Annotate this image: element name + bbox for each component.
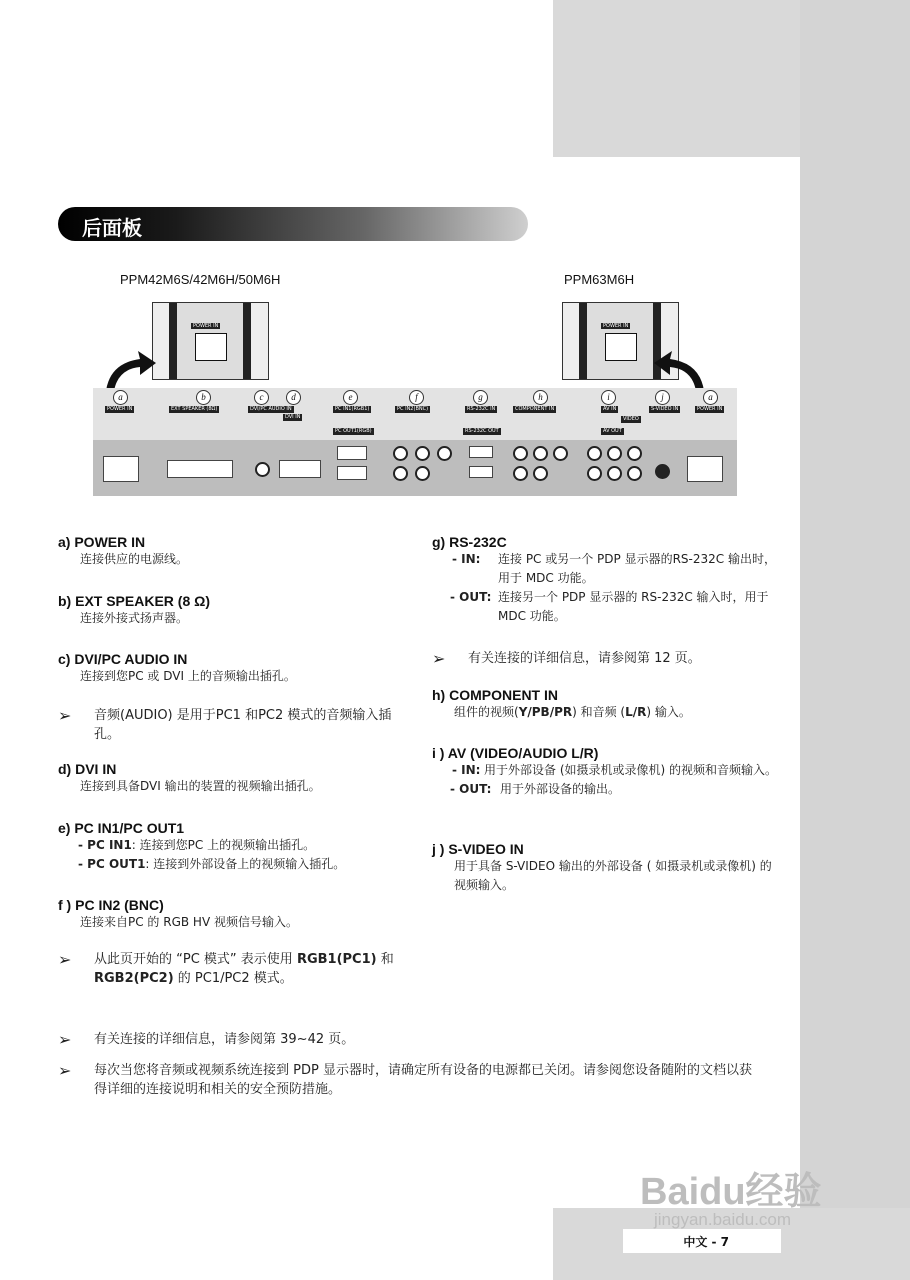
heading-b: b) EXT SPEAKER (8 Ω) <box>58 593 211 609</box>
note-pages-39-42 <box>58 1030 778 1049</box>
av-out-text: 用于外部设备的输出。 <box>500 782 621 796</box>
component-audio-jack <box>513 466 528 481</box>
bnc-jack <box>415 446 430 461</box>
rs232c-out-port <box>469 466 493 478</box>
rs232c-in-port <box>469 446 493 458</box>
letter-i: i <box>601 390 616 405</box>
text-h-mid: ) 和音频 ( <box>572 705 626 719</box>
av-in-jack <box>587 446 602 461</box>
label-power-in: POWER IN <box>107 406 133 412</box>
label-av-out: AV OUT <box>603 428 622 434</box>
section-h <box>432 687 782 722</box>
letter-g: g <box>473 390 488 405</box>
page-title: 后面板 <box>82 216 142 240</box>
note-arrow-icon: ➢ <box>432 649 446 668</box>
section-g <box>432 534 782 626</box>
label-s-video-in: S-VIDEO IN <box>651 406 679 412</box>
av-out-jack <box>607 466 622 481</box>
heading-g: g) RS-232C <box>432 534 507 550</box>
text-f: 连接来自PC 的 RGB HV 视频信号输入。 <box>80 915 298 929</box>
text-a: 连接供应的电源线。 <box>80 552 189 566</box>
note-audio <box>58 706 404 744</box>
heading-e: e) PC IN1/PC OUT1 <box>58 820 185 836</box>
text-j: 用于具备 S-VIDEO 输出的外部设备 ( 如摄录机或录像机) 的视频输入。 <box>454 859 772 892</box>
bnc-jack <box>415 466 430 481</box>
section-title-bar <box>58 207 528 241</box>
av-in-text: 用于外部设备 (如摄录机或录像机) 的视频和音频输入。 <box>484 763 777 777</box>
page-number-box <box>623 1229 781 1253</box>
av-in-label: - IN: <box>452 763 481 777</box>
section-j <box>432 841 782 895</box>
heading-c: c) DVI/PC AUDIO IN <box>58 651 188 667</box>
heading-f: f ) PC IN2 (BNC) <box>58 897 164 913</box>
section-a <box>58 534 188 569</box>
letter-d: d <box>286 390 301 405</box>
power-socket-right <box>687 456 723 482</box>
vga-out-port <box>337 466 367 480</box>
power-socket-icon <box>605 333 637 361</box>
pc-out1-text: : 连接到外部设备上的视频输入插孔。 <box>145 857 346 871</box>
note-text: 音频(AUDIO) 是用于PC1 和PC2 模式的音频输入插孔。 <box>94 708 392 742</box>
label-rs232c-out: RS-232C OUT <box>465 428 499 434</box>
component-jack <box>553 446 568 461</box>
letter-e: e <box>343 390 358 405</box>
label-pc-out1: PC OUT1(RGB) <box>335 428 372 434</box>
letter-a: a <box>703 390 718 405</box>
note-pc-mode-part2: 和 <box>376 952 394 967</box>
letter-f: f <box>409 390 424 405</box>
vga-in-port <box>337 446 367 460</box>
text-h-pre: 组件的视频( <box>454 705 519 719</box>
text-d: 连接到具备DVI 输出的装置的视频输出插孔。 <box>80 779 321 793</box>
text-c: 连接到您PC 或 DVI 上的音频输出插孔。 <box>80 669 296 683</box>
label-ext-speaker: EXT SPEAKER (8Ω) <box>171 406 218 412</box>
letter-h: h <box>533 390 548 405</box>
note-pc-mode <box>58 950 404 988</box>
power-in-label: POWER IN <box>193 323 219 329</box>
note-arrow-icon: ➢ <box>58 950 72 969</box>
label-av-in: AV IN <box>603 406 617 412</box>
note-rgb1: RGB1(PC1) <box>296 952 377 967</box>
background-right-strip <box>800 0 910 1280</box>
av-out-label: - OUT: <box>450 782 492 796</box>
page-number: 中文 - 7 <box>683 1235 729 1249</box>
speaker-terminals <box>167 460 233 478</box>
letter-a: a <box>113 390 128 405</box>
av-out-jack <box>627 466 642 481</box>
text-h-ypbpr: Y/PB/PR <box>518 705 573 719</box>
audio-jack <box>255 462 270 477</box>
pc-in1-label: - PC IN1 <box>78 838 132 852</box>
watermark <box>640 1150 855 1240</box>
note-arrow-icon: ➢ <box>58 1030 72 1049</box>
label-video: VIDEO <box>623 416 639 422</box>
label-dvi-in: DVI IN <box>285 414 301 420</box>
rs232c-in-text: 连接 PC 或另一个 PDP 显示器的RS-232C 输出时，用于 MDC 功能。 <box>498 552 776 585</box>
note-arrow-icon: ➢ <box>58 1061 72 1080</box>
heading-i: i ) AV (VIDEO/AUDIO L/R) <box>432 745 599 761</box>
label-pc-in1: PC IN1(RGB1) <box>335 406 370 412</box>
label-component-in: COMPONENT IN <box>515 406 555 412</box>
power-in-label: POWER IN <box>603 323 629 329</box>
rear-panel-diagram <box>93 388 737 496</box>
text-h-post: ) 输入。 <box>646 705 691 719</box>
rs232c-out-text: 连接另一个 PDP 显示器的 RS-232C 输入时，用于MDC 功能。 <box>498 590 769 623</box>
power-inset-left <box>152 302 269 380</box>
bnc-jack <box>393 466 408 481</box>
note-pages-39-42-text: 有关连接的详细信息，请参阅第 39~42 页。 <box>94 1032 355 1047</box>
bnc-jack <box>393 446 408 461</box>
note-page12 <box>432 649 782 668</box>
section-c <box>58 651 296 686</box>
section-d <box>58 761 321 796</box>
label-rs232c-in: RS-232C IN <box>467 406 496 412</box>
note-rgb2: RGB2(PC2) <box>94 971 174 986</box>
label-dvi-pc-audio: DVI/PC AUDIO IN <box>250 406 292 412</box>
model-label-right: PPM63M6H <box>564 272 635 287</box>
note-pc-mode-part1: 从此页开始的 “PC 模式” 表示使用 <box>94 952 293 967</box>
rs232c-out-label: - OUT: <box>450 590 492 604</box>
bnc-jack <box>437 446 452 461</box>
letter-b: b <box>196 390 211 405</box>
text-b: 连接外接式扬声器。 <box>80 611 189 625</box>
pc-out1-label: - PC OUT1 <box>78 857 146 871</box>
dvi-port <box>279 460 321 478</box>
label-pc-in2: PC IN2(BNC) <box>397 406 429 412</box>
s-video-jack <box>655 464 670 479</box>
watermark-sub: jingyan.baidu.com <box>654 1210 792 1229</box>
pc-in1-text: : 连接到您PC 上的视频输出插孔。 <box>131 838 316 852</box>
note-arrow-icon: ➢ <box>58 706 72 725</box>
text-h-lr: L/R <box>625 705 647 719</box>
watermark-main: Baidu经验 <box>640 1171 822 1213</box>
av-in-jack <box>607 446 622 461</box>
label-power-in-right: POWER IN <box>697 406 723 412</box>
note-power-off <box>58 1061 758 1099</box>
power-socket-icon <box>195 333 227 361</box>
section-f <box>58 897 298 932</box>
av-in-jack <box>627 446 642 461</box>
letter-j: j <box>655 390 670 405</box>
av-out-jack <box>587 466 602 481</box>
letter-c: c <box>254 390 269 405</box>
section-i <box>432 745 782 799</box>
model-label-left: PPM42M6S/42M6H/50M6H <box>120 272 281 287</box>
section-e <box>58 820 345 874</box>
note-pc-mode-part3: 的 PC1/PC2 模式。 <box>173 971 293 986</box>
note-power-off-text: 每次当您将音频或视频系统连接到 PDP 显示器时，请确定所有设备的电源都已关闭。请参阅您设备随附的文档以获得详细的连接说明和相关的安全预防措施。 <box>94 1063 752 1097</box>
component-jack <box>513 446 528 461</box>
heading-a: a) POWER IN <box>58 534 146 550</box>
note-page12-text: 有关连接的详细信息，请参阅第 12 页。 <box>468 651 701 666</box>
rs232c-in-label: - IN: <box>452 552 481 566</box>
section-b <box>58 593 210 628</box>
heading-j: j ) S-VIDEO IN <box>432 841 524 857</box>
power-socket-left <box>103 456 139 482</box>
heading-h: h) COMPONENT IN <box>432 687 558 703</box>
component-audio-jack <box>533 466 548 481</box>
heading-d: d) DVI IN <box>58 761 117 777</box>
component-jack <box>533 446 548 461</box>
